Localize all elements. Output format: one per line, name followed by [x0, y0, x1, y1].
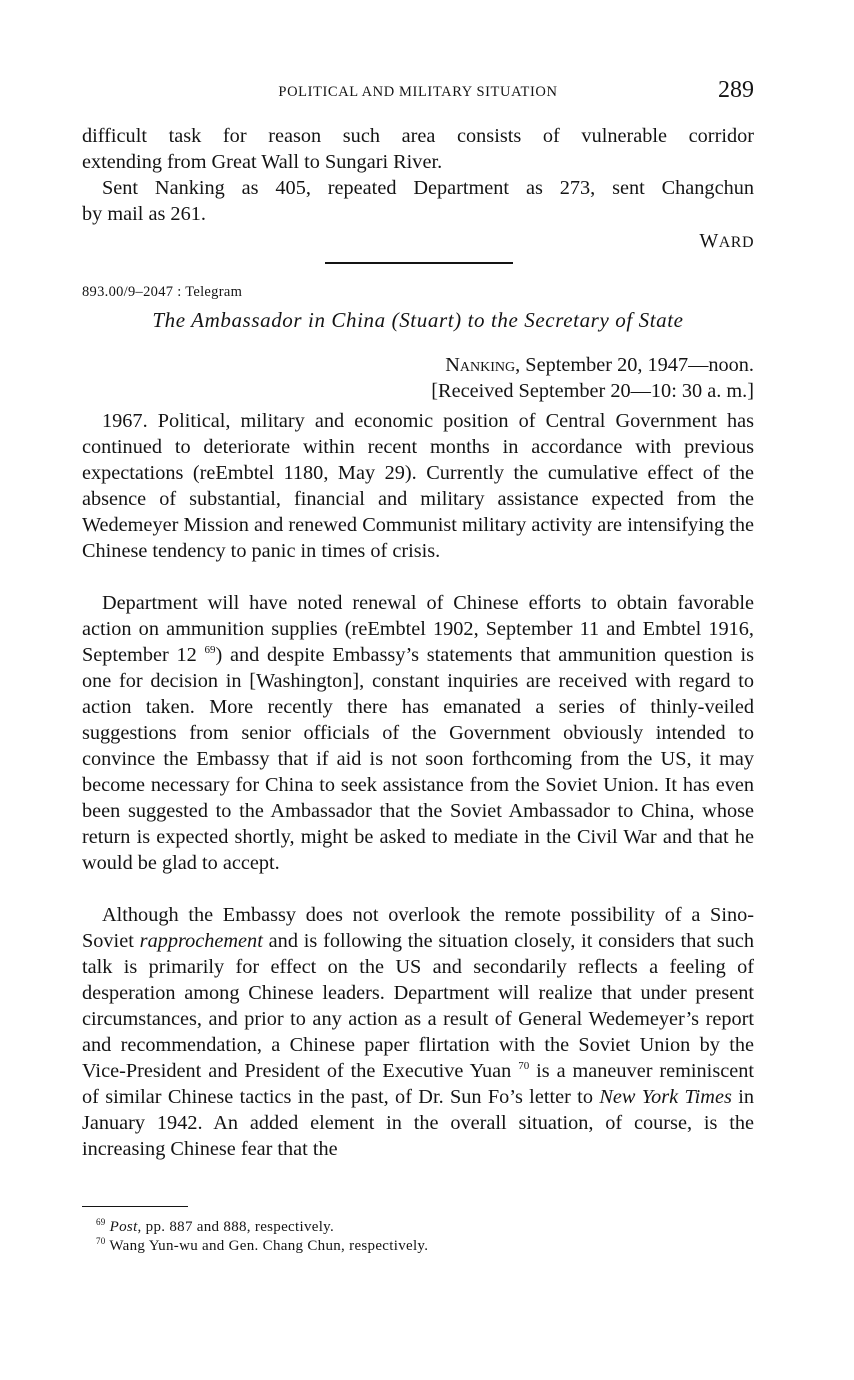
- paragraph-3-text: [82, 902, 754, 1162]
- footnote-69-mark: 69: [96, 1217, 106, 1227]
- footnote-70-text: Wang Yun-wu and Gen. Chang Chun, respectively.: [109, 1238, 429, 1254]
- continued-line-2: extending from Great Wall to Sungari River.: [82, 151, 443, 173]
- dateline: [82, 354, 754, 377]
- footnote-ref-69: 69: [204, 644, 216, 656]
- footnote-70: [96, 1237, 428, 1255]
- paragraph-2-part-b: ) and despite Embassy’s statements that ammunition question is one for decision in [Washington], constant inquiries are received with regard to action taken. More recently there has emanated a series of thinly-veiled suggestions from senior officials of the Government obviously intended to convince the Embassy that if aid is not soon forthcoming from the US, it may become necessary for China to seek assistance from the Soviet Union. It has even been suggested to the Ambassador that the Soviet Ambassador to China, whose return is expected shortly, might be asked to mediate in the Civil War and that he would be glad to accept.: [82, 644, 754, 874]
- continued-paragraph: [82, 123, 754, 175]
- footnote-69: [96, 1218, 334, 1236]
- footnote-69-post: Post: [109, 1219, 138, 1235]
- paragraph-3-part-a: Although the Embassy does not overlook the remote possibility of a Sino-Soviet: [82, 904, 754, 952]
- section-divider: [325, 262, 513, 264]
- new-york-times-title: New York Times: [599, 1086, 732, 1108]
- title-name: Stuart: [399, 308, 455, 332]
- continued-line-1: difficult task for reason such area consists of vulnerable corridor: [82, 125, 754, 147]
- paragraph-1967: [82, 408, 754, 564]
- signature-initial: W: [699, 230, 719, 252]
- title-part-2: ) to the Secretary of State: [454, 308, 684, 332]
- paragraph-3-part-b: and is following the situation closely, it considers that such talk is primarily for effect on the US and secondarily reflects a feeling of desperation among Chinese leaders. Department will realize that under present circumstances, and prior to any action as a result of General Wedemeyer’s report and recommendation, a Chinese paper flirtation with the Soviet Union by the Vice-President and President of the Executive Yuan: [82, 930, 754, 1082]
- signature-rest: ARD: [718, 234, 754, 251]
- sent-paragraph: [82, 175, 754, 227]
- running-title: POLITICAL AND MILITARY SITUATION: [278, 84, 558, 100]
- paragraph-1-text: 1967. Political, military and economic position of Central Government has continued to deteriorate within recent months in accordance with previous expectations (reEmbtel 1180, May 29). Currently the cumulative effect of the absence of substantial, financial and military assistance expected from the Wedemeyer Mission and renewed Communist military activity are intensifying the Chinese tendency to panic in times of crisis.: [82, 410, 754, 562]
- paragraph-3-part-d: in January 1942. An added element in the overall situation, of course, is the increasing Chinese fear that the: [82, 1086, 754, 1160]
- footnote-70-mark: 70: [96, 1236, 106, 1246]
- footnote-ref-70: 70: [518, 1060, 530, 1072]
- running-header: [82, 78, 754, 110]
- sent-line-1: Sent Nanking as 405, repeated Department as 273, sent Changchun: [102, 177, 754, 199]
- paragraph-3-part-c: is a maneuver reminiscent of similar Chinese tactics in the past, of Dr. Sun Fo’s letter to: [82, 1060, 754, 1108]
- dateline-place: Nanking: [445, 354, 516, 376]
- file-reference: 893.00/9–2047 : Telegram: [82, 284, 243, 300]
- document-title: [82, 308, 754, 333]
- dateline-date: , September 20, 1947—noon.: [515, 354, 754, 376]
- paragraph-2-text: [82, 590, 754, 876]
- sent-line-2: by mail as 261.: [82, 203, 206, 225]
- paragraph-2-part-a: Department will have noted renewal of Chinese efforts to obtain favorable action on ammunition supplies (reEmbtel 1902, September 11 and Embtel 1916, September 12: [82, 592, 754, 666]
- paragraph-ammunition: [82, 590, 754, 876]
- footnote-divider: [82, 1206, 188, 1207]
- paragraph-rapprochement: [82, 902, 754, 1162]
- received-line: [Received September 20—10: 30 a. m.]: [431, 380, 754, 402]
- signature: [699, 230, 754, 253]
- footnote-69-text: , pp. 887 and 888, respectively.: [137, 1219, 335, 1235]
- rapprochement-term: rapprochement: [139, 930, 263, 952]
- title-part-1: The Ambassador in China (: [152, 308, 400, 332]
- page-number: 289: [718, 77, 754, 103]
